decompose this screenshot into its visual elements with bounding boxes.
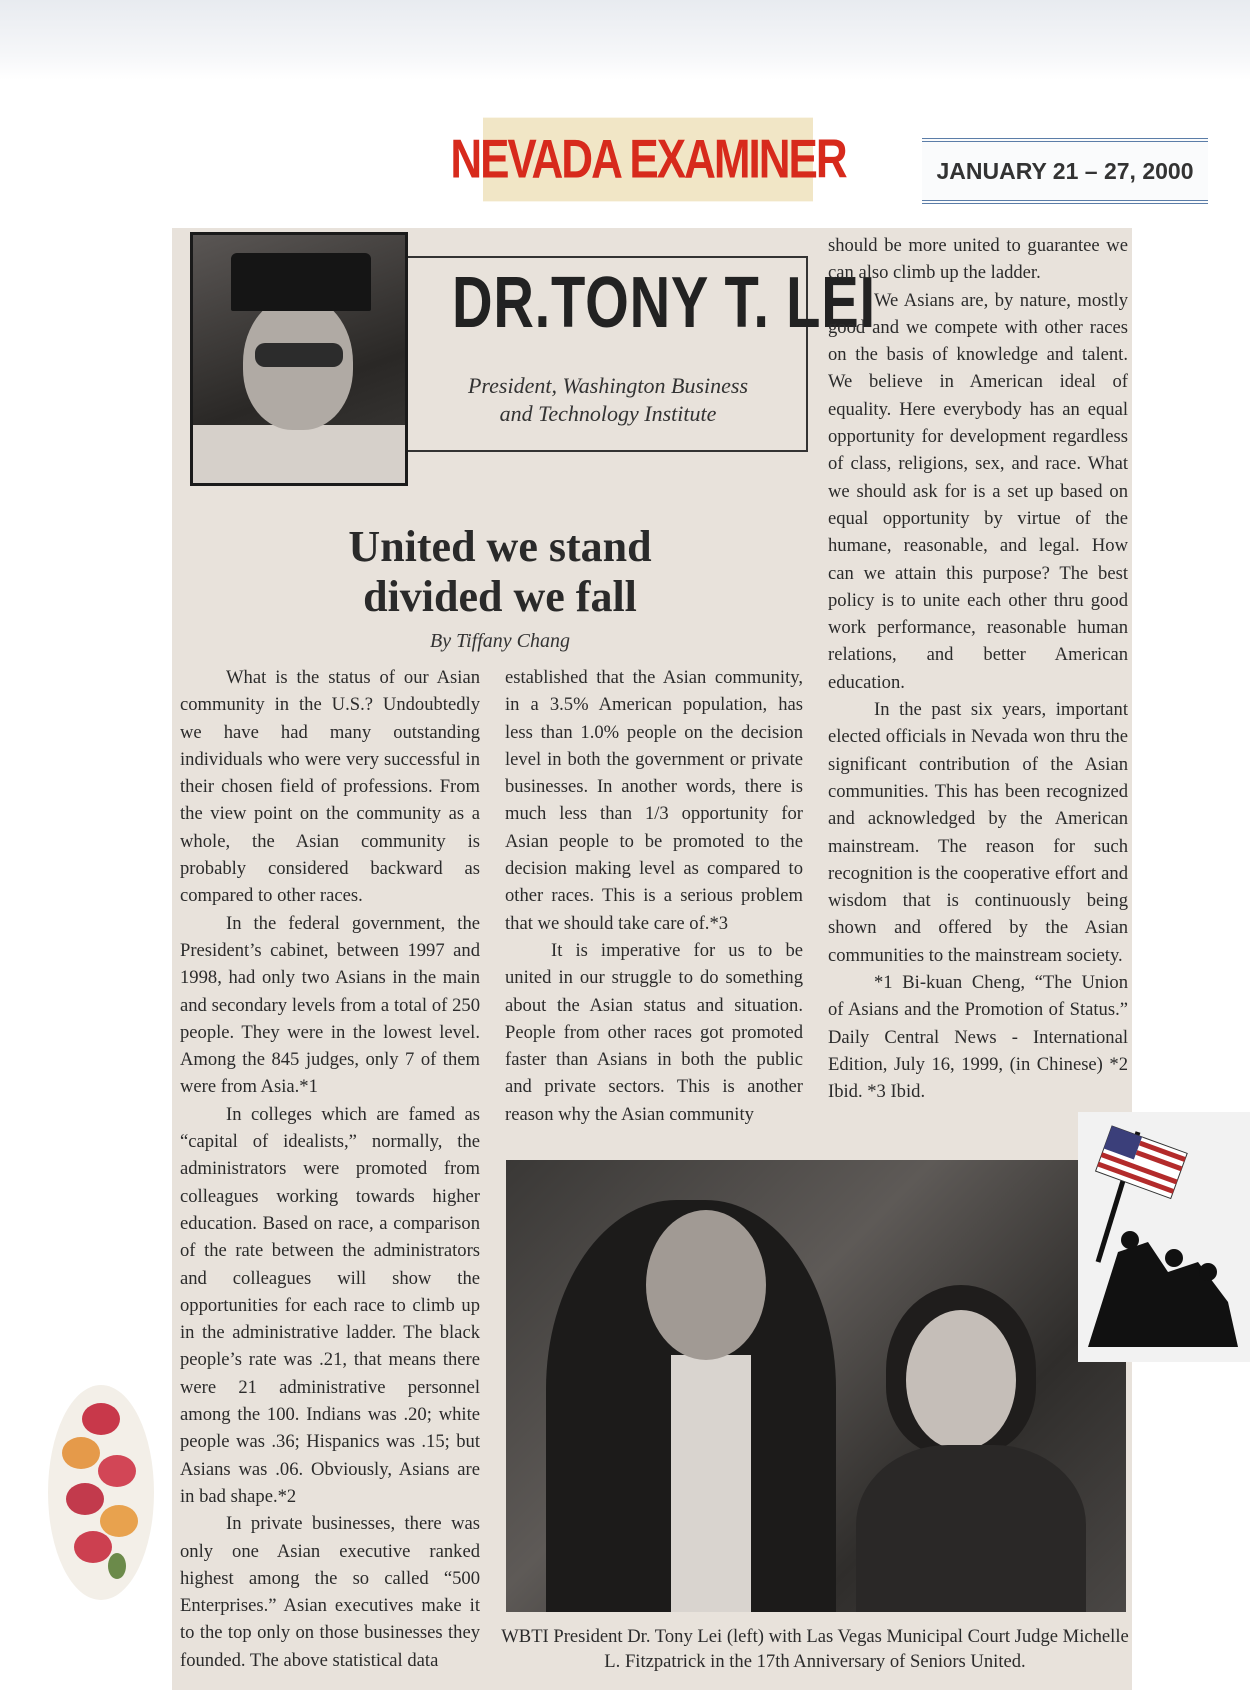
paragraph: established that the Asian community, in a 3.5% American population, has less than 1.0% people on the decision level in both the government or private businesses. In another words, there is much less than 1/3 opportunity for Asian people to be promoted to the decision making level as compared to other races. This is a serious problem that we should take care of.*3 (505, 667, 803, 934)
headline-line1: United we stand (348, 522, 652, 571)
rose-icon (82, 1403, 120, 1435)
profile-name: DR.TONY T. LEI (452, 263, 876, 343)
newspaper-masthead: NEVADA EXAMINER (483, 118, 813, 202)
scan-background (0, 0, 1250, 80)
rose-icon (66, 1483, 104, 1515)
paragraph: In colleges which are famed as “capital of idealists,” normally, the administrators were promoted from colleagues working towards higher education. Based on race, a comparison of the rate between the administrators and colleagues will show the opportunities for each race to climb up in the administrative ladder. The black people’s rate was .21, that means there were 21 administrative personnel among the 100. Indians was .20; white people was .36; Hispanics was .15; but Asians was .06. Obviously, Asians are in bad shape.*2 (180, 1103, 480, 1507)
article-column-1 (180, 664, 480, 1674)
headline-line2: divided we fall (363, 572, 637, 621)
rose-icon (100, 1505, 138, 1537)
rose-icon (74, 1531, 112, 1563)
paragraph: should be more united to guarantee we can also climb up the ladder. (828, 235, 1128, 284)
issue-date: JANUARY 21 – 27, 2000 (922, 138, 1208, 204)
paragraph: We Asians are, by nature, mostly good and we compete with other races on the basis of knowledge and talent. We believe in American ideal of equality. Here everybody has an equal opportunity for development regardless of class, religions, sex, and race. What we should ask for is a set up based on equal opportunity by virtue of the humane, reasonable, and legal. How can we attain this purpose? The best policy is to unite each other thru good work performance, reasonable human relations, and better American education. (828, 289, 1128, 693)
photo-man-shirt (671, 1355, 751, 1612)
photo-caption: WBTI President Dr. Tony Lei (left) with Las Vegas Municipal Court Judge Michelle L. Fitzpatrick in the 17th Anniversary of Seniors United. (501, 1626, 1129, 1672)
paragraph: In the federal government, the President’s cabinet, between 1997 and 1998, had only two Asians in the main and secondary levels from a total of 250 people. They were in the lowest level. Among the 845 judges, only 7 of them were from Asia.*1 (180, 912, 480, 1098)
article-column-3 (828, 232, 1128, 1106)
photo-woman-body (856, 1445, 1086, 1612)
paragraph: What is the status of our Asian community in the U.S.? Undoubtedly we have had many outstanding individuals who were very successful in their chosen field of professions. From the view point on the community as a whole, the Asian community is probably considered backward as compared to other races. (180, 667, 480, 907)
paragraph: It is imperative for us to be united in our struggle to do something about the Asian status and situation. People from other races got promoted faster than Asians in both the public and private sectors. This is another reason why the Asian community (505, 939, 803, 1125)
footnotes: *1 Bi-kuan Cheng, “The Union of Asians and the Promotion of Status.” Daily Central News - International Edition, July 16, 1999, (in Chinese) *2 Ibid. *3 Ibid. (828, 972, 1128, 1103)
profile-title-line2: and Technology Institute (499, 401, 717, 426)
portrait-gown (193, 425, 408, 486)
portrait-glasses (255, 343, 343, 367)
event-photo (506, 1160, 1126, 1612)
portrait-mortarboard (231, 253, 371, 311)
photo-man-face (646, 1210, 766, 1360)
paragraph: In private businesses, there was only one Asian executive ranked highest among the so called “500 Enterprises.” Asian executives make it to the top only on those businesses they founded. The above statistical data (180, 1513, 480, 1671)
rose-icon (62, 1437, 100, 1469)
profile-title (408, 372, 808, 428)
article-column-2 (505, 664, 803, 1128)
profile-title-line1: President, Washington Business (467, 373, 749, 398)
leaf-icon (108, 1553, 126, 1579)
article-byline: By Tiffany Chang (430, 630, 570, 652)
article-headline (300, 522, 700, 622)
roses-sticker-icon (48, 1385, 154, 1600)
paragraph: In the past six years, important elected officials in Nevada won thru the significant contribution of the Asian communities. This has been recognized and acknowledged by the American mainstream. The reason for such recognition is the cooperative effort and wisdom that is continuously being shown and offered by the Asian communities to the mainstream society. (828, 699, 1128, 966)
flag-raising-silhouette-icon (1078, 1112, 1250, 1362)
rose-icon (98, 1455, 136, 1487)
photo-woman-face (906, 1310, 1016, 1450)
portrait-photo (190, 232, 408, 486)
